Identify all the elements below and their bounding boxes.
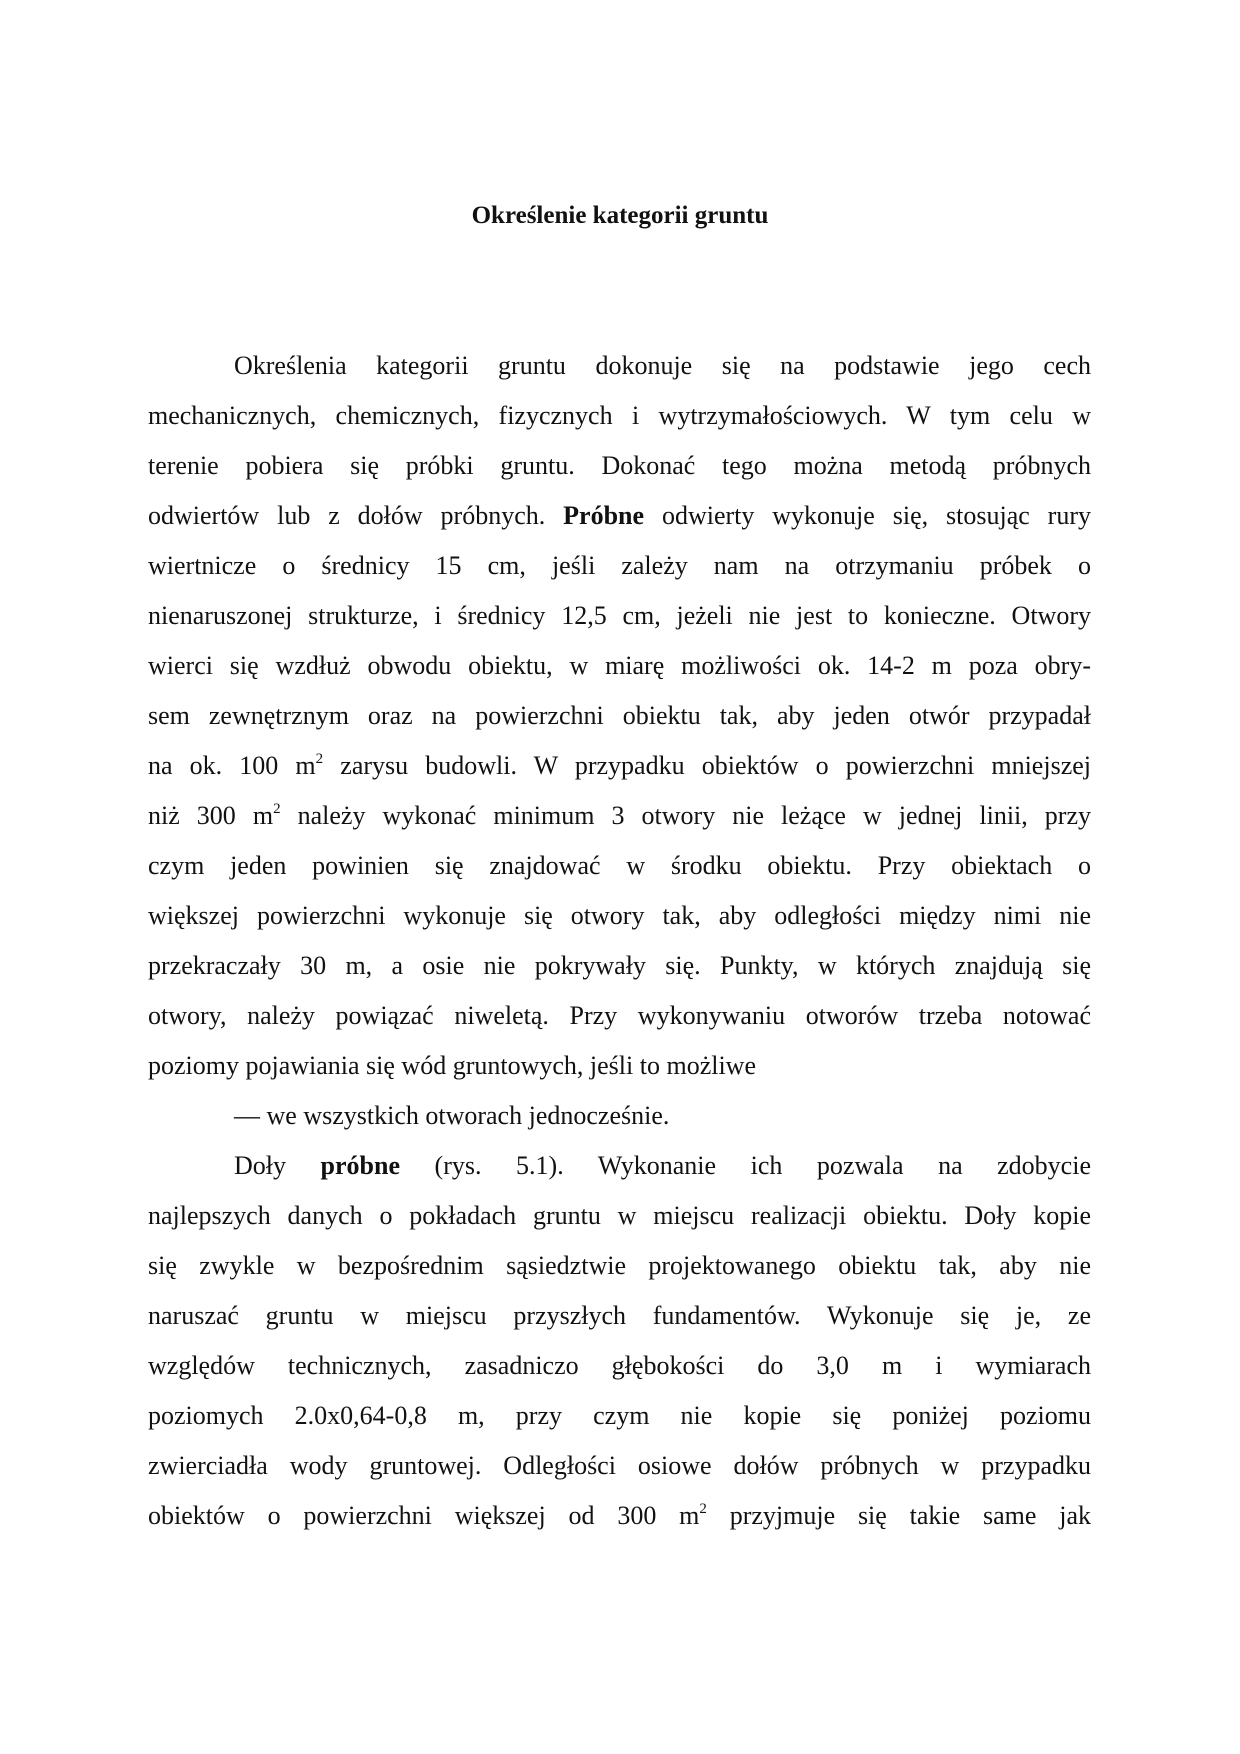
text-line (148, 1048, 756, 1084)
superscript: 2 (699, 1501, 707, 1517)
text-line-content: najlepszych danych o pokładach gruntu w miejscu realizacji obiektu. Doły kopie (148, 1201, 1091, 1230)
text-line (148, 598, 1091, 634)
text-line (148, 548, 1091, 584)
text-line (148, 848, 1091, 884)
superscript: 2 (273, 801, 281, 817)
text-line (148, 398, 1091, 434)
text-line-content: poziomych 2.0x0,64-0,8 m, przy czym nie kopie się poniżej poziomu (148, 1401, 1091, 1430)
text-line (148, 1298, 1091, 1334)
text-line (148, 1498, 1091, 1538)
text-line-content: nienaruszonej strukturze, i średnicy 12,5 cm, jeżeli nie jest to konieczne. Otwory (148, 601, 1091, 630)
text-line-content: naruszać gruntu w miejscu przyszłych fundamentów. Wykonuje się je, ze (148, 1301, 1091, 1330)
text-line-content: wiertnicze o średnicy 15 cm, jeśli zależy nam na otrzymaniu próbek o (148, 551, 1091, 580)
text-line-content: otwory, należy powiązać niweletą. Przy wykonywaniu otworów trzeba notować (148, 1001, 1091, 1030)
text-run: na ok. 100 m (148, 751, 316, 780)
page-title: Określenie kategorii gruntu (471, 202, 769, 229)
text-run: odwierty wykonuje się, stosując rury (644, 501, 1091, 530)
text-run: odwiertów lub z dołów próbnych. (148, 501, 564, 530)
text-run: niż 300 m (148, 801, 274, 830)
text-line (148, 998, 1091, 1034)
bold-term: próbne (320, 1151, 401, 1180)
text-run: obiektów o powierzchni większej od 300 m (148, 1501, 700, 1530)
text-line (148, 798, 1091, 838)
text-line-content: większej powierzchni wykonuje się otwory tak, aby odległości między nimi nie (148, 901, 1091, 930)
text-run: należy wykonać minimum 3 otwory nie leżące w jednej linii, przy (280, 801, 1091, 830)
text-line (148, 648, 1091, 684)
text-line (148, 498, 1091, 534)
text-line (148, 948, 1091, 984)
text-line-content: się zwykle w bezpośrednim sąsiedztwie projektowanego obiektu tak, aby nie (148, 1251, 1091, 1280)
text-line-content: — we wszystkich otworach jednocześnie. (234, 1101, 670, 1130)
text-run: Doły (234, 1151, 321, 1180)
text-line-content: przekraczały 30 m, a osie nie pokrywały się. Punkty, w których znajdują się (148, 951, 1091, 980)
text-line-content: zwierciadła wody gruntowej. Odległości osiowe dołów próbnych w przypadku (148, 1451, 1091, 1480)
text-line-content: Określenia kategorii gruntu dokonuje się na podstawie jego cech (234, 351, 1091, 380)
text-run: (rys. 5.1). Wykonanie ich pozwala na zdobycie (400, 1151, 1091, 1180)
text-line (148, 898, 1091, 934)
text-line-content: sem zewnętrznym oraz na powierzchni obiektu tak, aby jeden otwór przypadał (148, 701, 1091, 730)
text-line-content: względów technicznych, zasadniczo głębokości do 3,0 m i wymiarach (148, 1351, 1091, 1380)
text-line (148, 1348, 1091, 1384)
bold-term: Próbne (563, 501, 645, 530)
text-line-content: poziomy pojawiania się wód gruntowych, jeśli to możliwe (148, 1051, 756, 1080)
text-run: przyjmuje się takie same jak (706, 1501, 1091, 1530)
text-line (148, 1248, 1091, 1284)
text-line (234, 348, 1091, 384)
text-line (148, 1448, 1091, 1484)
text-line-content: terenie pobiera się próbki gruntu. Dokonać tego można metodą próbnych (148, 451, 1091, 480)
text-line-content: wierci się wzdłuż obwodu obiektu, w miarę możliwości ok. 14-2 m poza obry- (148, 651, 1091, 680)
text-line (148, 1198, 1091, 1234)
text-line (148, 698, 1091, 734)
text-line (148, 1398, 1091, 1434)
text-line (148, 748, 1091, 788)
text-line-content: czym jeden powinien się znajdować w środku obiektu. Przy obiektach o (148, 851, 1091, 880)
text-line (234, 1098, 669, 1134)
text-line-content: mechanicznych, chemicznych, fizycznych i wytrzymałościowych. W tym celu w (148, 401, 1091, 430)
superscript: 2 (315, 751, 324, 767)
text-run: zarysu budowli. W przypadku obiektów o powierzchni mniejszej (323, 751, 1091, 780)
text-line (234, 1148, 1091, 1184)
text-line (148, 448, 1091, 484)
